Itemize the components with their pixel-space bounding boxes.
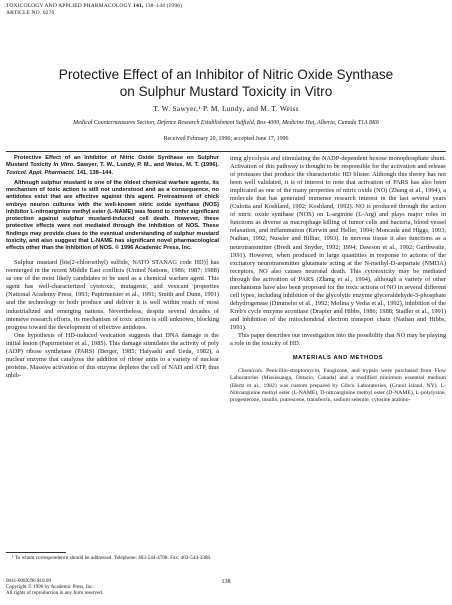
body-paragraph: This paper describes our investigation into the possibility that NO may be playing a role in the toxicity of HD. xyxy=(230,332,446,348)
header-divider xyxy=(6,151,446,152)
body-paragraph: iting glycolysis and stimulating the NADP-dependent hexose monophosphate shunt. Activation of this pathway is thought to be responsible for the activation and release of proteases that produce the characteristic HD blister. Although this theory has not been well validated, it is of interest to note that activation of PARS has also been implicated as one of the many properties of nitric oxide (NO) (Zhang et al., 1994), a molecule that has generated immense research interest in the last several years (Culotta and Koshland, 1992; Koshland, 1992). NO is produced through the action of nitric oxide synthase (NOS) on L-arginine (L-Arg) and plays major roles in functions as diverse as macrophage killing of tumor cells and bacteria, blood vessel relaxation, and inflammation (Kerwin and Heller, 1994; Moncada and Higgs, 1993; Nathan, 1992; Nussler and Billiar, 1993). In nervous tissue it also functions as a neurotransmitter (Bredt and Snyder, 1992; 1994; Dawson et al., 1992; Garthwaite, 1991). However, when produced in large quantities in response to actions of the excitatory neurotransmitter glutamate acting at the N-methyl-D-aspartate (NMDA) receptors, NO also causes neuronal death. This cytotoxicity may be mediated through the activation of PARS (Zhang et al., 1994), although a variety of other mechanisms have also been proposed for the toxic actions of NO in several different cell types, including inhibition of the glycolytic enzyme glyceraldehyde-3-phosphate dehydrogenase (Dimmeler et al., 1992; Molina y Vedia et al., 1992), inhibition of the Kreb's cycle enzyme aconitase (Drapier and Hibbs, 1986; 1988; Stadler et al., 1991) and inhibition of the mitochondrial electron transport chain (Nathan and Hibbs, 1991). xyxy=(230,155,446,331)
abstract xyxy=(6,155,219,252)
journal-pages: 138–144 (1996) xyxy=(144,3,183,9)
section-heading: MATERIALS AND METHODS xyxy=(292,355,384,362)
body-paragraph: Sulphur mustard [bis(2-chloroethyl) sulfide, NATO STANAG code HD)] has reemerged in the recent Middle East conflicts (United Nations, 1986; 1987; 1988) as one of the most likely candidates to be used as a chemical warfare agent. This agent has well-characterized cytotoxic, mutagenic, and vesicant properties (National Academy Press, 1993; Papirmeister et al., 1991; Smith and Dunn, 1991) and the technology to both produce and deliver it is well within reach of most industrialized and emerging nations. Nevertheless, despite several decades of intensive research efforts, its mechanism of toxic action is still unknown, blocking progress toward the development of effective antidotes. xyxy=(6,259,219,331)
right-column xyxy=(230,155,446,404)
affiliation: Medical Countermeasures Section, Defence Research Establishment Suffield, Box 4000, Medicine Hat, Alberta, Canada T1A 8K6 xyxy=(73,120,379,126)
methods-paragraph xyxy=(230,368,446,404)
journal-volume: 141, xyxy=(133,3,144,9)
title-line-1: Protective Effect of an Inhibitor of Nitric Oxide Synthase xyxy=(58,67,394,82)
received-dates: Received February 20, 1996; accepted June 17, 1996 xyxy=(163,136,289,142)
correspondence-footnote: ¹ To whom correspondence should be addressed. Telephone: 403-544-4708. Fax: 403-544-3388. xyxy=(12,555,212,561)
article-title xyxy=(30,67,422,100)
page-number: 138 xyxy=(221,579,231,585)
author-list: T. W. Sawyer,¹ P. M. Lundy, and M. T. Weiss xyxy=(153,104,299,113)
copyright-line: Copyright © 1996 by Academic Press, Inc. xyxy=(6,584,94,591)
abstract-body: Although sulphur mustard is one of the oldest chemical warfare agents, its mechanism of toxic action is still not understood and as a consequence, no antidotes exist that are effective against this agent. Pretreatment of chick embryo neuron cultures with the well-known nitric oxide synthase (NOS) inhibitor L-nitroarginine methyl ester (L-NAME) was found to confer significant protection against sulphur mustard-induced cell death. However, these protective effects were not mediated through the inhibition of NOS. These findings may provide clues to the eventual understanding of sulphur mustard toxicity, and also suggest that L-NAME has significant novel pharmacological effects other than the inhibition of NOS. © 1996 Academic Press, Inc. xyxy=(6,179,219,251)
running-head xyxy=(6,3,182,16)
article-number: ARTICLE NO. 0270 xyxy=(6,9,55,16)
journal-name: TOXICOLOGY AND APPLIED PHARMACOLOGY xyxy=(6,3,132,9)
methods-lead: Chemicals. xyxy=(238,368,264,375)
methods-text: Penicillin-streptomycin, Fungizone, and trypsin were purchased from Flow Laboratories (Mississauga, Ontario, Canada) and a modified minimum essential medium (Hertz et al., 1982) was custom prepared by Gibco Laboratories, (Grand Island, NY). L-Nitroarginine methyl ester (L-NAME), D-nitroarginine methyl ester (D-NAME), L-polylysine, progesterone, insulin, putrescene, transferrin, sodium selenite, cytosine arabino- xyxy=(230,368,446,404)
left-column xyxy=(6,155,219,380)
footnote-divider xyxy=(6,552,66,553)
issn-price: 0041-008X/96 $18.00 xyxy=(6,578,51,584)
title-line-2: on Sulphur Mustard Toxicity in Vitro xyxy=(119,83,333,99)
abstract-citation: Protective Effect of an Inhibitor of Nitric Oxide Synthase on Sulphur Mustard Toxicity In Vitro. Sawyer, T. W., Lundy, P. M., and Weiss, M. T. (1996). Toxicol. Appl. Pharmacol. 141, 138–144. xyxy=(6,155,219,176)
body-paragraph: One hypothesis of HD-induced vesication suggests that DNA damage is the initial lesion (Papirmeister et al., 1985). This damage stimulates the activity of poly (ADP) ribose synthetase (PARS) (Berger, 1985; Haiyashi and Ueda, 1982), a nuclear enzyme that catalyzes the addition of ribose units to a variety of nuclear proteins. Massive activation of this enzyme depletes the cell of NAD and ATP, thus inhib- xyxy=(6,331,219,379)
rights-line: All rights of reproduction in any form reserved. xyxy=(6,590,104,597)
